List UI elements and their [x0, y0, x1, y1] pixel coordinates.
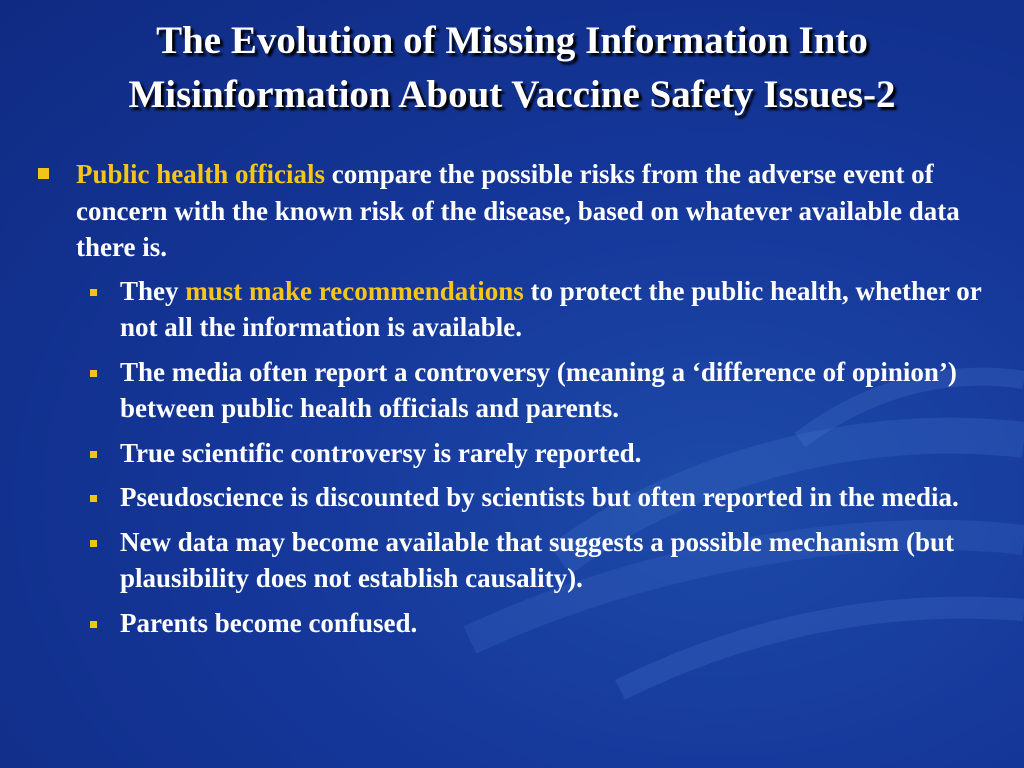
- sub-bullet-item: [30, 524, 1000, 597]
- sub-bullet-text: Pseudoscience is discounted by scientists but often reported in the media.: [120, 482, 959, 512]
- title-line-2: Misinformation About Vaccine Safety Issues-2: [128, 73, 896, 116]
- main-bullet-text: compare the possible risks from the adverse event of concern with the known risk of the disease, based on whatever available data there is.: [76, 159, 960, 262]
- sub-bullet-text: The media often report a controversy (meaning a ‘difference of opinion’) between public health officials and parents.: [120, 356, 957, 423]
- bullet-list: [30, 156, 1000, 649]
- highlight-must-make-recommendations: must make recommendations: [185, 275, 524, 306]
- square-bullet-icon: [38, 168, 49, 179]
- sub-bullet-item: [30, 273, 1000, 346]
- small-square-bullet-icon: [90, 289, 97, 296]
- main-bullet: [30, 156, 1000, 266]
- small-square-bullet-icon: [90, 495, 97, 502]
- sub-bullet-item: [30, 435, 1000, 472]
- small-square-bullet-icon: [90, 540, 97, 547]
- sub-bullet-item: [30, 354, 1000, 427]
- small-square-bullet-icon: [90, 370, 97, 377]
- sub-bullet-text: Parents become confused.: [120, 607, 418, 638]
- sub-bullet-item: [30, 605, 1000, 642]
- sub-bullet-text: True scientific controversy is rarely reported.: [120, 437, 642, 468]
- sub-bullet-item: [30, 479, 1000, 516]
- sub-bullet-list: [30, 273, 1000, 642]
- sub-bullet-text-pre: They: [120, 275, 186, 306]
- small-square-bullet-icon: [90, 621, 97, 628]
- slide-title: [20, 14, 1004, 122]
- highlight-public-health-officials: Public health officials: [76, 159, 325, 189]
- sub-bullet-text: New data may become available that suggests a possible mechanism (but plausibility does not establish causality).: [120, 526, 954, 593]
- title-line-1: The Evolution of Missing Information Into: [156, 19, 868, 62]
- sub-bullet-text-post: to protect the public health, whether or not all the information is available.: [120, 275, 982, 342]
- small-square-bullet-icon: [90, 451, 97, 458]
